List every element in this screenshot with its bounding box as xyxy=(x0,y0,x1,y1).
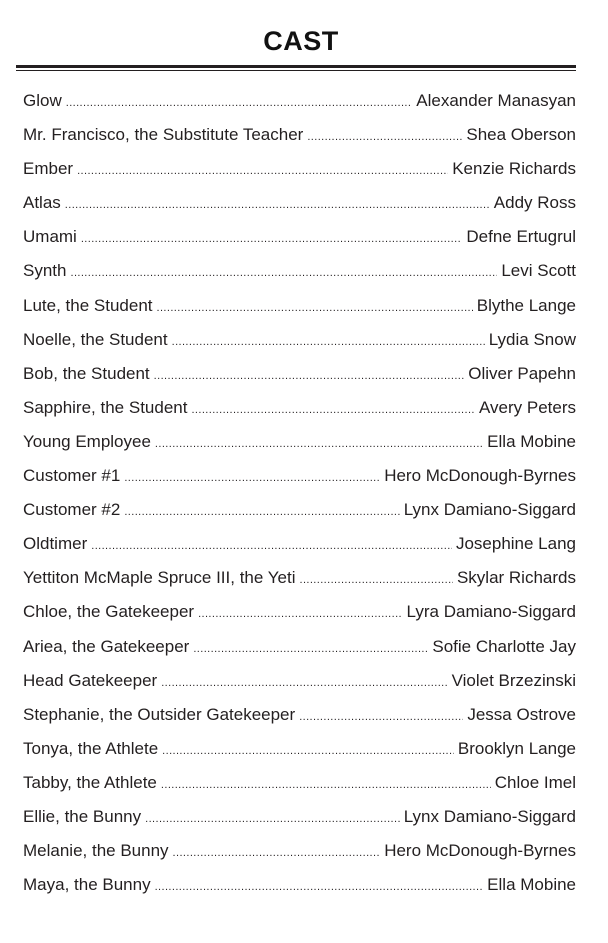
actor-name: Jessa Ostrove xyxy=(467,704,576,724)
dot-leader xyxy=(162,740,454,762)
role-name: Head Gatekeeper xyxy=(23,670,158,690)
dot-leader xyxy=(198,603,402,625)
dot-leader xyxy=(172,331,485,353)
role-name: Glow xyxy=(23,91,62,110)
actor-name: Kenzie Richards xyxy=(452,159,576,179)
role-name: Customer #2 xyxy=(23,500,121,520)
dot-leader xyxy=(299,569,452,591)
actor-name: Levi Scott xyxy=(501,261,576,281)
dot-leader xyxy=(161,774,491,796)
dot-leader xyxy=(191,399,475,421)
actor-name: Ella Mobine xyxy=(487,875,576,895)
actor-name: Avery Peters xyxy=(478,397,576,417)
dot-leader xyxy=(145,808,400,830)
role-name: Young Employee xyxy=(23,431,151,451)
cast-row xyxy=(23,397,576,431)
cast-row xyxy=(23,260,576,294)
cast-row xyxy=(23,670,576,704)
dot-leader xyxy=(161,672,447,694)
cast-row xyxy=(23,567,576,601)
role-name: Tonya, the Athlete xyxy=(23,738,159,758)
actor-name: Addy Ross xyxy=(493,193,576,213)
actor-name: Lydia Snow xyxy=(488,329,576,349)
actor-name: Lynx Damiano-Siggard xyxy=(403,500,576,520)
actor-name: Josephine Lang xyxy=(455,534,576,554)
role-name: Customer #1 xyxy=(23,466,121,486)
cast-row xyxy=(23,738,576,772)
dot-leader xyxy=(65,194,490,216)
page-title: CAST xyxy=(263,26,339,56)
cast-row xyxy=(23,158,576,192)
role-name: Atlas xyxy=(23,193,61,213)
role-name: Noelle, the Student xyxy=(23,329,168,349)
dot-leader xyxy=(66,92,413,114)
actor-name: Violet Brzezinski xyxy=(451,670,576,690)
cast-row xyxy=(23,226,576,260)
role-name: Ellie, the Bunny xyxy=(23,806,142,826)
dot-leader xyxy=(70,262,497,284)
actor-name: Oliver Papehn xyxy=(468,363,576,383)
cast-row xyxy=(23,124,576,158)
cast-row xyxy=(23,601,576,635)
cast-row xyxy=(23,533,576,567)
dot-leader xyxy=(173,842,381,864)
dot-leader xyxy=(124,501,399,523)
actor-name: Brooklyn Lange xyxy=(457,738,576,758)
title-rule-thin xyxy=(16,70,576,71)
role-name: Synth xyxy=(23,261,67,281)
role-name: Melanie, the Bunny xyxy=(23,841,169,861)
actor-name: Shea Oberson xyxy=(466,125,576,145)
role-name: Stephanie, the Outsider Gatekeeper xyxy=(23,704,296,724)
role-name: Chloe, the Gatekeeper xyxy=(23,602,195,622)
dot-leader xyxy=(155,876,484,898)
role-name: Tabby, the Athlete xyxy=(23,772,157,792)
cast-list xyxy=(23,90,576,908)
cast-row xyxy=(23,840,576,874)
role-name: Oldtimer xyxy=(23,534,88,554)
dot-leader xyxy=(91,535,452,557)
cast-row xyxy=(23,329,576,363)
role-name: Mr. Francisco, the Substitute Teacher xyxy=(23,125,304,145)
dot-leader xyxy=(124,467,380,489)
role-name: Bob, the Student xyxy=(23,363,150,383)
cast-row xyxy=(23,636,576,670)
actor-name: Chloe Imel xyxy=(494,772,576,792)
cast-row xyxy=(23,465,576,499)
dot-leader xyxy=(155,433,483,455)
title-rule-thick xyxy=(16,65,576,68)
cast-row xyxy=(23,295,576,329)
actor-name: Defne Ertugrul xyxy=(466,227,576,247)
role-name: Sapphire, the Student xyxy=(23,397,188,417)
role-name: Umami xyxy=(23,227,77,247)
cast-row xyxy=(23,772,576,806)
dot-leader xyxy=(77,160,448,182)
dot-leader xyxy=(154,365,465,387)
cast-row xyxy=(23,431,576,465)
cast-row xyxy=(23,806,576,840)
dot-leader xyxy=(193,638,428,660)
actor-name: Hero McDonough-Byrnes xyxy=(384,466,576,486)
actor-name: Hero McDonough-Byrnes xyxy=(384,841,576,861)
role-name: Yettiton McMaple Spruce III, the Yeti xyxy=(23,568,296,588)
role-name: Maya, the Bunny xyxy=(23,875,151,895)
cast-row xyxy=(23,499,576,533)
actor-name: Blythe Lange xyxy=(476,295,576,315)
role-name: Ember xyxy=(23,159,74,179)
dot-leader xyxy=(157,297,473,319)
cast-row xyxy=(23,874,576,908)
dot-leader xyxy=(81,228,463,250)
role-name: Lute, the Student xyxy=(23,295,153,315)
cast-row xyxy=(23,704,576,738)
cast-row xyxy=(23,192,576,226)
actor-name: Sofie Charlotte Jay xyxy=(432,636,576,656)
actor-name: Skylar Richards xyxy=(456,568,576,588)
actor-name: Lyra Damiano-Siggard xyxy=(406,602,576,622)
cast-row xyxy=(23,363,576,397)
actor-name: Lynx Damiano-Siggard xyxy=(403,806,576,826)
actor-name: Alexander Manasyan xyxy=(416,91,576,110)
actor-name: Ella Mobine xyxy=(487,431,576,451)
dot-leader xyxy=(307,126,462,148)
dot-leader xyxy=(299,706,463,728)
role-name: Ariea, the Gatekeeper xyxy=(23,636,190,656)
cast-row xyxy=(23,90,576,124)
